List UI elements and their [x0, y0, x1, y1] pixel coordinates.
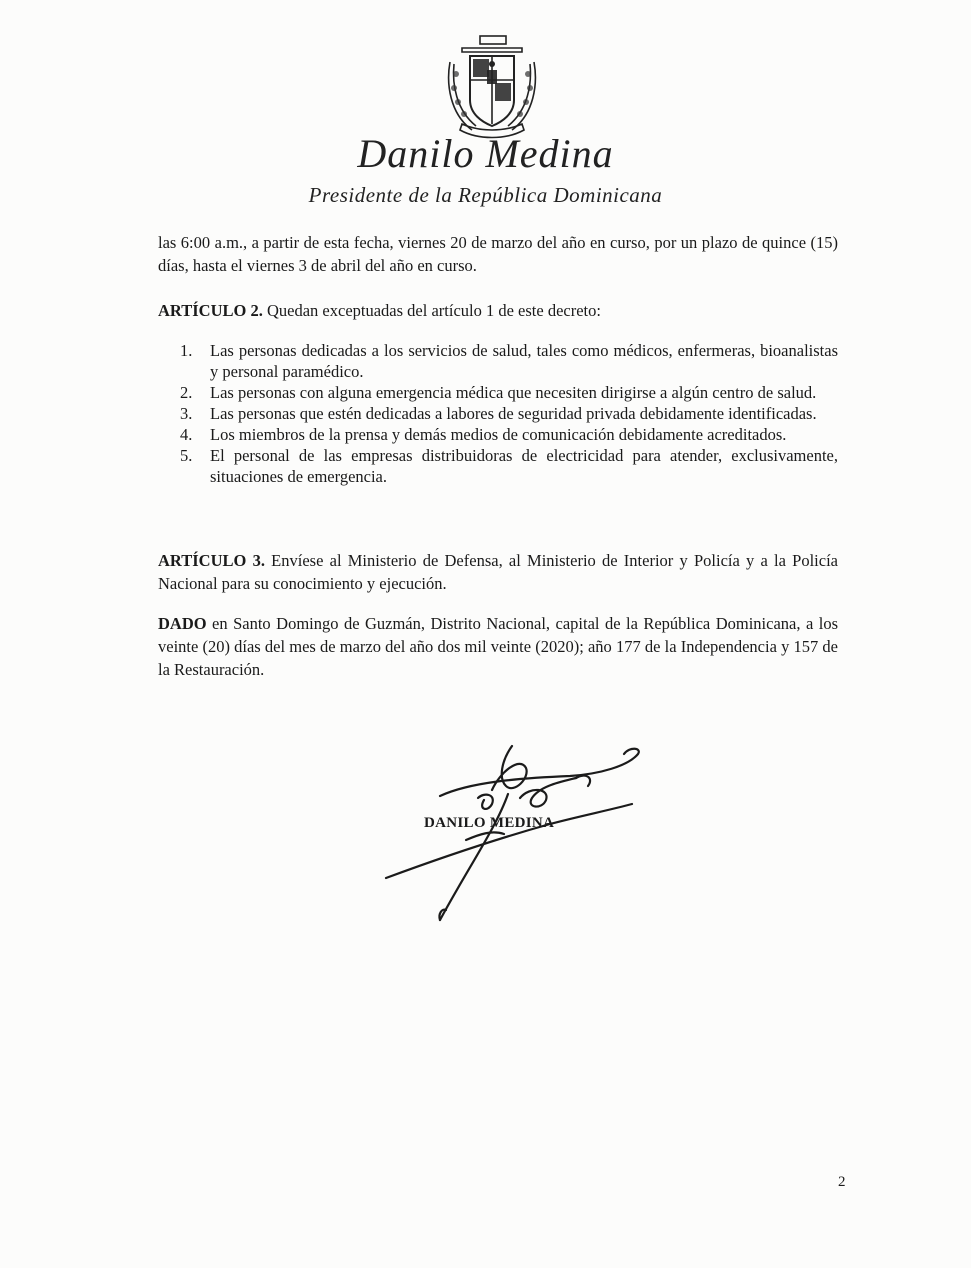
dado-text: en Santo Domingo de Guzmán, Distrito Nacional, capital de la República Dominicana, a los veinte (20) días del mes de marzo del año dos mil veinte (2020); año 177 de la Independencia y 157 de la Restauración. [158, 614, 838, 679]
page-number: 2 [838, 1174, 846, 1190]
dado-paragraph [158, 612, 838, 681]
article-3-label: ARTÍCULO 3. [158, 551, 265, 570]
signer-name: DANILO MEDINA [424, 815, 555, 831]
list-item [180, 403, 838, 424]
list-item-text: Las personas con alguna emergencia médica que necesiten dirigirse a algún centro de salud. [210, 383, 817, 402]
dado-label: DADO [158, 614, 207, 633]
list-item [180, 340, 838, 382]
list-item-text: Los miembros de la prensa y demás medios de comunicación debidamente acreditados. [210, 425, 787, 444]
article-3-paragraph [158, 549, 838, 595]
article-2-label: ARTÍCULO 2. [158, 301, 263, 320]
exceptions-list [180, 340, 838, 487]
list-item-text: Las personas que estén dedicadas a labores de seguridad privada debidamente identificadas. [210, 404, 817, 423]
article-2-paragraph [158, 299, 838, 322]
list-item-text: Las personas dedicadas a los servicios de salud, tales como médicos, enfermeras, bioanalistas y personal paramédico. [210, 341, 838, 381]
list-item [180, 382, 838, 403]
intro-paragraph: las 6:00 a.m., a partir de esta fecha, viernes 20 de marzo del año en curso, por un plazo de quince (15) días, hasta el viernes 3 de abril del año en curso. [158, 233, 838, 275]
letterhead-name: Danilo Medina [357, 131, 614, 176]
list-item-number: 5. [180, 446, 193, 465]
list-item-number: 4. [180, 425, 193, 444]
article-3-text: Envíese al Ministerio de Defensa, al Ministerio de Interior y Policía y a la Policía Nacional para su conocimiento y ejecución. [158, 551, 838, 593]
list-item-number: 1. [180, 341, 193, 360]
list-item-text: El personal de las empresas distribuidoras de electricidad para atender, exclusivamente, situaciones de emergencia. [210, 446, 838, 486]
coat-of-arms-icon [442, 34, 542, 140]
list-item-number: 3. [180, 404, 193, 423]
article-2-text: Quedan exceptuadas del artículo 1 de este decreto: [262, 301, 601, 320]
list-item [180, 424, 838, 445]
signature-icon [380, 738, 650, 928]
list-item-number: 2. [180, 383, 193, 402]
list-item [180, 445, 838, 487]
letterhead-title: Presidente de la República Dominicana [308, 183, 663, 207]
